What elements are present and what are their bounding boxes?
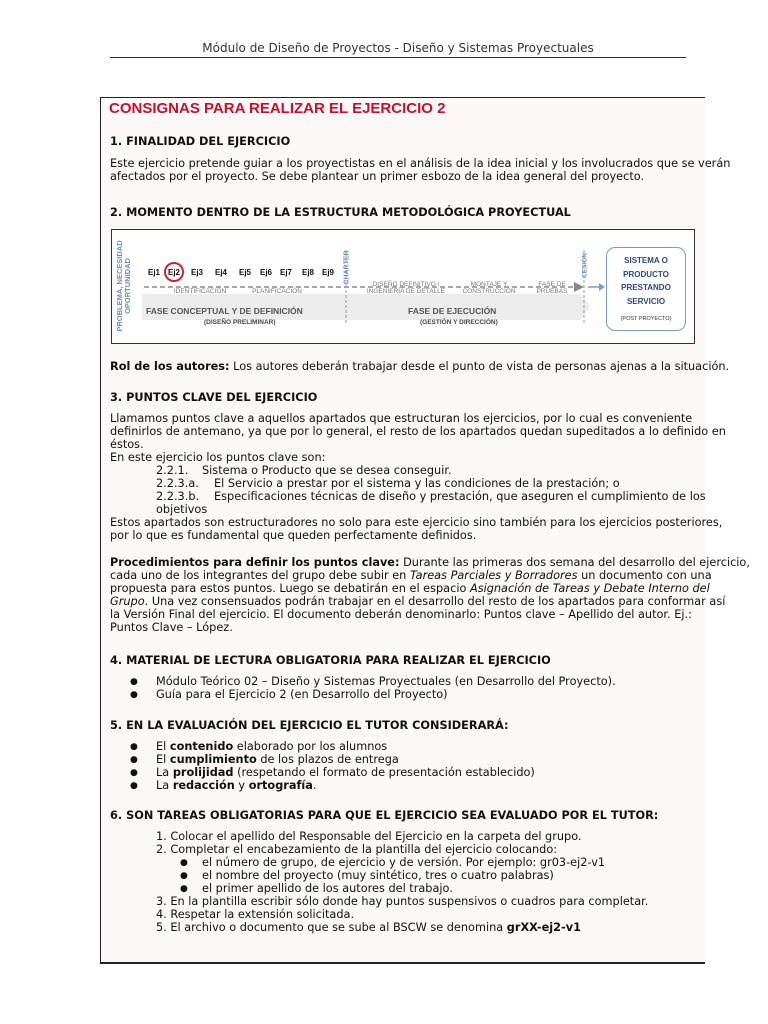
task-item: 5. El archivo o documento que se sube al BSCW se denomina grXX-ej2-v1: [156, 921, 581, 934]
task-item: 3. En la plantilla escribir sólo donde hay puntos suspensivos o cuadros para completar.: [156, 895, 649, 908]
key-point-text: El Servicio a prestar por el sistema y las condiciones de la prestación; o: [214, 477, 620, 490]
cesion-label: CESIÓN: [581, 253, 589, 278]
page-header: [110, 40, 686, 58]
phase-conceptual-sub: (DISEÑO PRELIMINAR): [204, 319, 276, 326]
task-item: 1. Colocar el apellido del Responsable del Ejercicio en la carpeta del grupo.: [156, 830, 582, 843]
bullet-icon: ●: [180, 884, 188, 894]
section-3-text-line: Estos apartados son estructuradores no solo para este ejercicio sino también para los ejercicios posteriores,: [110, 516, 723, 529]
bullet-icon: ●: [130, 755, 138, 765]
exercise-label: Ej4: [215, 268, 228, 277]
key-point-number: 2.2.3.a.: [156, 477, 199, 490]
exercise-label: Ej1: [148, 268, 161, 277]
evaluation-item: La redacción y ortografía.: [156, 779, 317, 792]
instructions-box: [100, 97, 750, 964]
key-point-text-continued: objetivos: [156, 503, 208, 516]
section-3-text-line: por lo que es fundamental que queden perfectamente definidos.: [110, 529, 477, 542]
task-subitem: el nombre del proyecto (muy sintético, tres o cuatro palabras): [202, 869, 554, 882]
section-6-heading: 6. SON TAREAS OBLIGATORIAS PARA QUE EL EJERCICIO SEA EVALUADO POR EL TUTOR:: [110, 809, 659, 822]
section-3-text-line: En este ejercicio los puntos clave son:: [110, 451, 326, 464]
system-subtitle: (POST PROYECTO): [620, 316, 672, 322]
system-box: [606, 247, 686, 331]
task-item: 2. Completar el encabezamiento de la plantilla del ejercicio colocando:: [156, 843, 558, 856]
reading-item: Guía para el Ejercicio 2 (en Desarrollo del Proyecto): [156, 688, 448, 701]
evaluation-item: La prolijidad (respetando el formato de presentación establecido): [156, 766, 535, 779]
section-3-text-line: definirlos de antemano, ya que por lo general, el resto de los apartados quedan supeditados a lo definido en: [110, 425, 726, 438]
charter-label: CHARTER: [343, 250, 351, 285]
phase-ejecucion: FASE DE EJECUCIÓN: [408, 306, 497, 316]
evaluation-item: El contenido elaborado por los alumnos: [156, 740, 388, 753]
procedure-line: propuesta para estos puntos. Luego se debatirán en el espacio Asignación de Tareas y Debate Interno del: [110, 582, 710, 595]
section-3-text-line: éstos.: [110, 438, 144, 451]
task-item: 4. Respetar la extensión solicitada.: [156, 908, 355, 921]
exercise-label: Ej6: [260, 268, 273, 277]
stage-planificacion: PLANIFICACIÓN: [252, 288, 302, 295]
stage-pruebas: FASE DE PRUEBAS: [536, 281, 568, 295]
exercise-label: Ej5: [239, 268, 252, 277]
evaluation-item: El cumplimiento de los plazos de entrega: [156, 753, 399, 766]
bullet-icon: ●: [180, 858, 188, 868]
system-arrow-icon: [599, 283, 605, 291]
section-2-heading: 2. MOMENTO DENTRO DE LA ESTRUCTURA METODOLÓGICA PROYECTUAL: [110, 206, 571, 219]
bullet-icon: ●: [130, 742, 138, 752]
key-point-number: 2.2.3.b.: [156, 490, 200, 503]
bullet-icon: ●: [130, 768, 138, 778]
stage-montaje: MONTAJE Y CONSTRUCCIÓN: [462, 281, 516, 295]
task-subitem: el número de grupo, de ejercicio y de versión. Por ejemplo: gr03-ej2-v1: [202, 856, 606, 869]
page-title: CONSIGNAS PARA REALIZAR EL EJERCICIO 2: [109, 100, 446, 117]
rol-autores-line: Rol de los autores: Los autores deberán trabajar desde el punto de vista de personas ajenas a la situación.: [110, 360, 730, 373]
header-text: Módulo de Diseño de Proyectos - Diseño y Sistemas Proyectuales: [202, 41, 594, 55]
exercise-label-highlighted: Ej2: [168, 268, 181, 277]
bullet-icon: ●: [180, 871, 188, 881]
bullet-icon: ●: [130, 690, 138, 700]
section-4-heading: 4. MATERIAL DE LECTURA OBLIGATORIA PARA REALIZAR EL EJERCICIO: [110, 654, 551, 667]
bullet-icon: ●: [130, 677, 138, 687]
section-1-text-line: Este ejercicio pretende guiar a los proyectistas en el análisis de la idea inicial y los involucrados que se verán: [110, 157, 731, 170]
procedure-line: cada uno de los integrantes del grupo debe subir en Tareas Parciales y Borradores un documento con una: [110, 569, 712, 582]
procedure-line: Puntos Clave – López.: [110, 621, 233, 634]
exercise-label: Ej8: [302, 268, 315, 277]
procedure-line: Grupo. Una vez consensuados podrán trabajar en el desarrollo del resto de los apartados para conformar así: [110, 595, 726, 608]
task-subitem: el primer apellido de los autores del trabajo.: [202, 882, 453, 895]
exercise-label: Ej3: [191, 268, 204, 277]
phase-ejecucion-sub: (GESTIÓN Y DIRECCIÓN): [420, 319, 498, 326]
procedure-line: la Versión Final del ejercicio. El documento deberán denominarlo: Puntos clave – Apellido del autor. Ej.:: [110, 608, 692, 621]
stage-diseno: DISEÑO DEFINITIVO / INGENIERÍA DE DETALLE: [366, 281, 446, 295]
section-3-heading: 3. PUNTOS CLAVE DEL EJERCICIO: [110, 391, 318, 404]
section-3-text-line: Llamamos puntos clave a aquellos apartados que estructuran los ejercicios, por lo cual es conveniente: [110, 412, 693, 425]
key-point-number: 2.2.1.: [156, 464, 189, 477]
exercise-label: Ej7: [280, 268, 293, 277]
section-5-heading: 5. EN LA EVALUACIÓN DEL EJERCICIO EL TUTOR CONSIDERARÁ:: [110, 719, 509, 732]
diagram-side-label: PROBLEMA, NECESIDAD OPORTUNIDAD: [115, 240, 132, 332]
procedure-line: Procedimientos para definir los puntos clave: Durante las primeras dos semana del desarrollo del ejercicio,: [110, 556, 750, 569]
system-title: SISTEMA O PRODUCTO PRESTANDO SERVICIO: [621, 256, 671, 306]
stage-identificacion: IDENTIFICACIÓN: [173, 288, 227, 295]
reading-item: Módulo Teórico 02 – Diseño y Sistemas Proyectuales (en Desarrollo del Proyecto).: [156, 675, 616, 688]
phase-conceptual: FASE CONCEPTUAL Y DE DEFINICIÓN: [146, 306, 303, 316]
exercise-label: Ej9: [322, 268, 335, 277]
bullet-icon: ●: [130, 781, 138, 791]
section-1-heading: 1. FINALIDAD DEL EJERCICIO: [110, 135, 291, 148]
section-1-text-line: afectados por el proyecto. Se debe plantear un primer esbozo de la idea general del proyecto.: [110, 170, 645, 183]
methodology-diagram: [111, 229, 695, 344]
key-point-text: Sistema o Producto que se desea conseguir.: [202, 464, 452, 477]
key-point-text: Especificaciones técnicas de diseño y prestación, que aseguren el cumplimiento de los: [214, 490, 706, 503]
